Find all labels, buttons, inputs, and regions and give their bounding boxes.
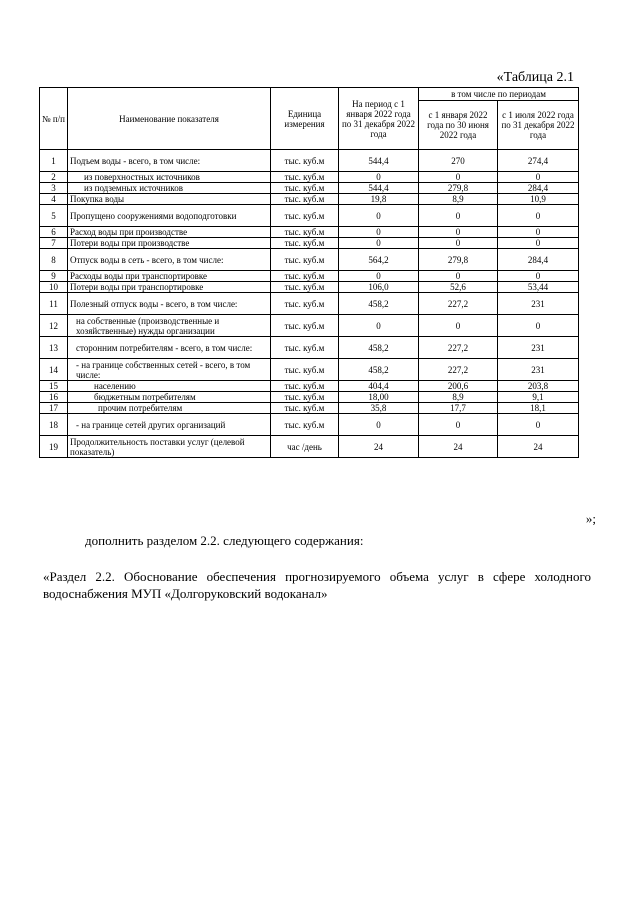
row-number: 5 (40, 205, 68, 227)
row-unit: тыс. куб.м (271, 381, 339, 392)
amendment-text: дополнить разделом 2.2. следующего содержания: (85, 533, 364, 548)
row-number: 4 (40, 194, 68, 205)
row-half1-value: 0 (419, 414, 498, 436)
row-unit: тыс. куб.м (271, 392, 339, 403)
row-number: 19 (40, 436, 68, 458)
row-unit: тыс. куб.м (271, 293, 339, 315)
table-row (40, 249, 579, 271)
row-number: 14 (40, 359, 68, 381)
row-total-value: 564,2 (339, 249, 419, 271)
table-row (40, 315, 579, 337)
row-total-value: 19,8 (339, 194, 419, 205)
row-half1-value: 227,2 (419, 359, 498, 381)
row-total-value: 458,2 (339, 293, 419, 315)
header-name: Наименование показателя (68, 88, 271, 150)
close-quote: »; (585, 511, 596, 526)
row-total-value: 106,0 (339, 282, 419, 293)
row-half2-value: 0 (498, 227, 579, 238)
row-total-value: 544,4 (339, 183, 419, 194)
row-total-value: 0 (339, 205, 419, 227)
row-unit: тыс. куб.м (271, 249, 339, 271)
row-number: 13 (40, 337, 68, 359)
row-total-value: 35,8 (339, 403, 419, 414)
row-half2-value: 0 (498, 238, 579, 249)
row-half1-value: 279,8 (419, 183, 498, 194)
row-number: 11 (40, 293, 68, 315)
row-indicator-name: Продолжительность поставки услуг (целевой показатель) (68, 436, 271, 458)
row-half2-value: 18,1 (498, 403, 579, 414)
row-number: 7 (40, 238, 68, 249)
table-row (40, 337, 579, 359)
table-row (40, 359, 579, 381)
row-indicator-name: Потери воды при производстве (68, 238, 271, 249)
row-unit: тыс. куб.м (271, 337, 339, 359)
row-unit: тыс. куб.м (271, 205, 339, 227)
row-half1-value: 0 (419, 172, 498, 183)
table-row (40, 194, 579, 205)
row-indicator-name: сторонним потребителям - всего, в том числе: (68, 337, 271, 359)
row-half1-value: 8,9 (419, 392, 498, 403)
row-indicator-name: Отпуск воды в сеть - всего, в том числе: (68, 249, 271, 271)
row-number: 1 (40, 150, 68, 172)
water-supply-table (39, 87, 579, 458)
row-indicator-name: населению (68, 381, 271, 392)
row-total-value: 404,4 (339, 381, 419, 392)
table-row (40, 392, 579, 403)
header-subperiods: в том числе по периодам (419, 88, 579, 101)
row-indicator-name: бюджетным потребителям (68, 392, 271, 403)
row-half2-value: 284,4 (498, 183, 579, 194)
row-half1-value: 0 (419, 271, 498, 282)
row-indicator-name: Расход воды при производстве (68, 227, 271, 238)
table-row (40, 271, 579, 282)
row-indicator-name: - на границе сетей других организаций (68, 414, 271, 436)
table-row (40, 414, 579, 436)
row-half1-value: 0 (419, 238, 498, 249)
row-indicator-name: Пропущено сооружениями водоподготовки (68, 205, 271, 227)
row-unit: час /день (271, 436, 339, 458)
row-total-value: 0 (339, 238, 419, 249)
row-half1-value: 279,8 (419, 249, 498, 271)
row-total-value: 0 (339, 414, 419, 436)
row-unit: тыс. куб.м (271, 315, 339, 337)
row-half1-value: 52,6 (419, 282, 498, 293)
row-unit: тыс. куб.м (271, 183, 339, 194)
row-half2-value: 274,4 (498, 150, 579, 172)
row-half1-value: 0 (419, 205, 498, 227)
row-number: 16 (40, 392, 68, 403)
row-total-value: 0 (339, 315, 419, 337)
table-row (40, 183, 579, 194)
row-half2-value: 231 (498, 359, 579, 381)
row-half2-value: 203,8 (498, 381, 579, 392)
row-indicator-name: - на границе собственных сетей - всего, в том числе: (68, 359, 271, 381)
row-indicator-name: прочим потребителям (68, 403, 271, 414)
row-indicator-name: из подземных источников (68, 183, 271, 194)
row-half1-value: 8,9 (419, 194, 498, 205)
row-half2-value: 231 (498, 293, 579, 315)
table-row (40, 172, 579, 183)
row-total-value: 0 (339, 172, 419, 183)
row-half2-value: 53,44 (498, 282, 579, 293)
row-number: 8 (40, 249, 68, 271)
row-number: 15 (40, 381, 68, 392)
header-half1: с 1 января 2022 года по 30 июня 2022 года (419, 101, 498, 150)
table-row (40, 282, 579, 293)
row-half2-value: 0 (498, 172, 579, 183)
table-row (40, 436, 579, 458)
table-row (40, 293, 579, 315)
row-indicator-name: Полезный отпуск воды - всего, в том числе: (68, 293, 271, 315)
row-unit: тыс. куб.м (271, 359, 339, 381)
row-half1-value: 0 (419, 315, 498, 337)
table-row (40, 227, 579, 238)
row-unit: тыс. куб.м (271, 194, 339, 205)
table-row (40, 403, 579, 414)
header-half2: с 1 июля 2022 года по 31 декабря 2022 года (498, 101, 579, 150)
row-half1-value: 17,7 (419, 403, 498, 414)
row-unit: тыс. куб.м (271, 403, 339, 414)
table-row (40, 381, 579, 392)
row-indicator-name: Потери воды при транспортировке (68, 282, 271, 293)
row-total-value: 458,2 (339, 337, 419, 359)
table-body (40, 150, 579, 458)
row-total-value: 0 (339, 227, 419, 238)
section-title: «Раздел 2.2. Обоснование обеспечения прогнозируемого объема услуг в сфере холодного водоснабжения МУП «Долгоруковский водоканал» (43, 569, 591, 601)
row-unit: тыс. куб.м (271, 282, 339, 293)
row-total-value: 544,4 (339, 150, 419, 172)
row-half2-value: 231 (498, 337, 579, 359)
row-half2-value: 0 (498, 315, 579, 337)
row-unit: тыс. куб.м (271, 271, 339, 282)
row-half1-value: 227,2 (419, 337, 498, 359)
table-row (40, 205, 579, 227)
row-half1-value: 200,6 (419, 381, 498, 392)
row-indicator-name: из поверхностных источников (68, 172, 271, 183)
row-number: 10 (40, 282, 68, 293)
row-unit: тыс. куб.м (271, 172, 339, 183)
row-unit: тыс. куб.м (271, 150, 339, 172)
row-half2-value: 0 (498, 414, 579, 436)
row-total-value: 24 (339, 436, 419, 458)
row-half2-value: 10,9 (498, 194, 579, 205)
table-row (40, 238, 579, 249)
row-number: 18 (40, 414, 68, 436)
row-indicator-name: Покупка воды (68, 194, 271, 205)
row-half1-value: 24 (419, 436, 498, 458)
header-unit: Единица измерения (271, 88, 339, 150)
row-half2-value: 284,4 (498, 249, 579, 271)
row-half2-value: 0 (498, 271, 579, 282)
row-half2-value: 0 (498, 205, 579, 227)
row-indicator-name: Расходы воды при транспортировке (68, 271, 271, 282)
row-half1-value: 270 (419, 150, 498, 172)
row-number: 12 (40, 315, 68, 337)
table-row (40, 150, 579, 172)
row-number: 3 (40, 183, 68, 194)
row-indicator-name: Подъем воды - всего, в том числе: (68, 150, 271, 172)
row-number: 6 (40, 227, 68, 238)
row-indicator-name: на собственные (производственные и хозяйственные) нужды организации (68, 315, 271, 337)
row-unit: тыс. куб.м (271, 238, 339, 249)
row-number: 2 (40, 172, 68, 183)
row-total-value: 18,00 (339, 392, 419, 403)
row-number: 17 (40, 403, 68, 414)
row-unit: тыс. куб.м (271, 227, 339, 238)
header-num: № п/п (40, 88, 68, 150)
row-total-value: 458,2 (339, 359, 419, 381)
table-caption: «Таблица 2.1 (496, 70, 574, 85)
row-half1-value: 0 (419, 227, 498, 238)
row-total-value: 0 (339, 271, 419, 282)
row-half2-value: 24 (498, 436, 579, 458)
header-period-total: На период с 1 января 2022 года по 31 декабря 2022 года (339, 88, 419, 150)
row-half2-value: 9,1 (498, 392, 579, 403)
row-unit: тыс. куб.м (271, 414, 339, 436)
row-number: 9 (40, 271, 68, 282)
row-half1-value: 227,2 (419, 293, 498, 315)
